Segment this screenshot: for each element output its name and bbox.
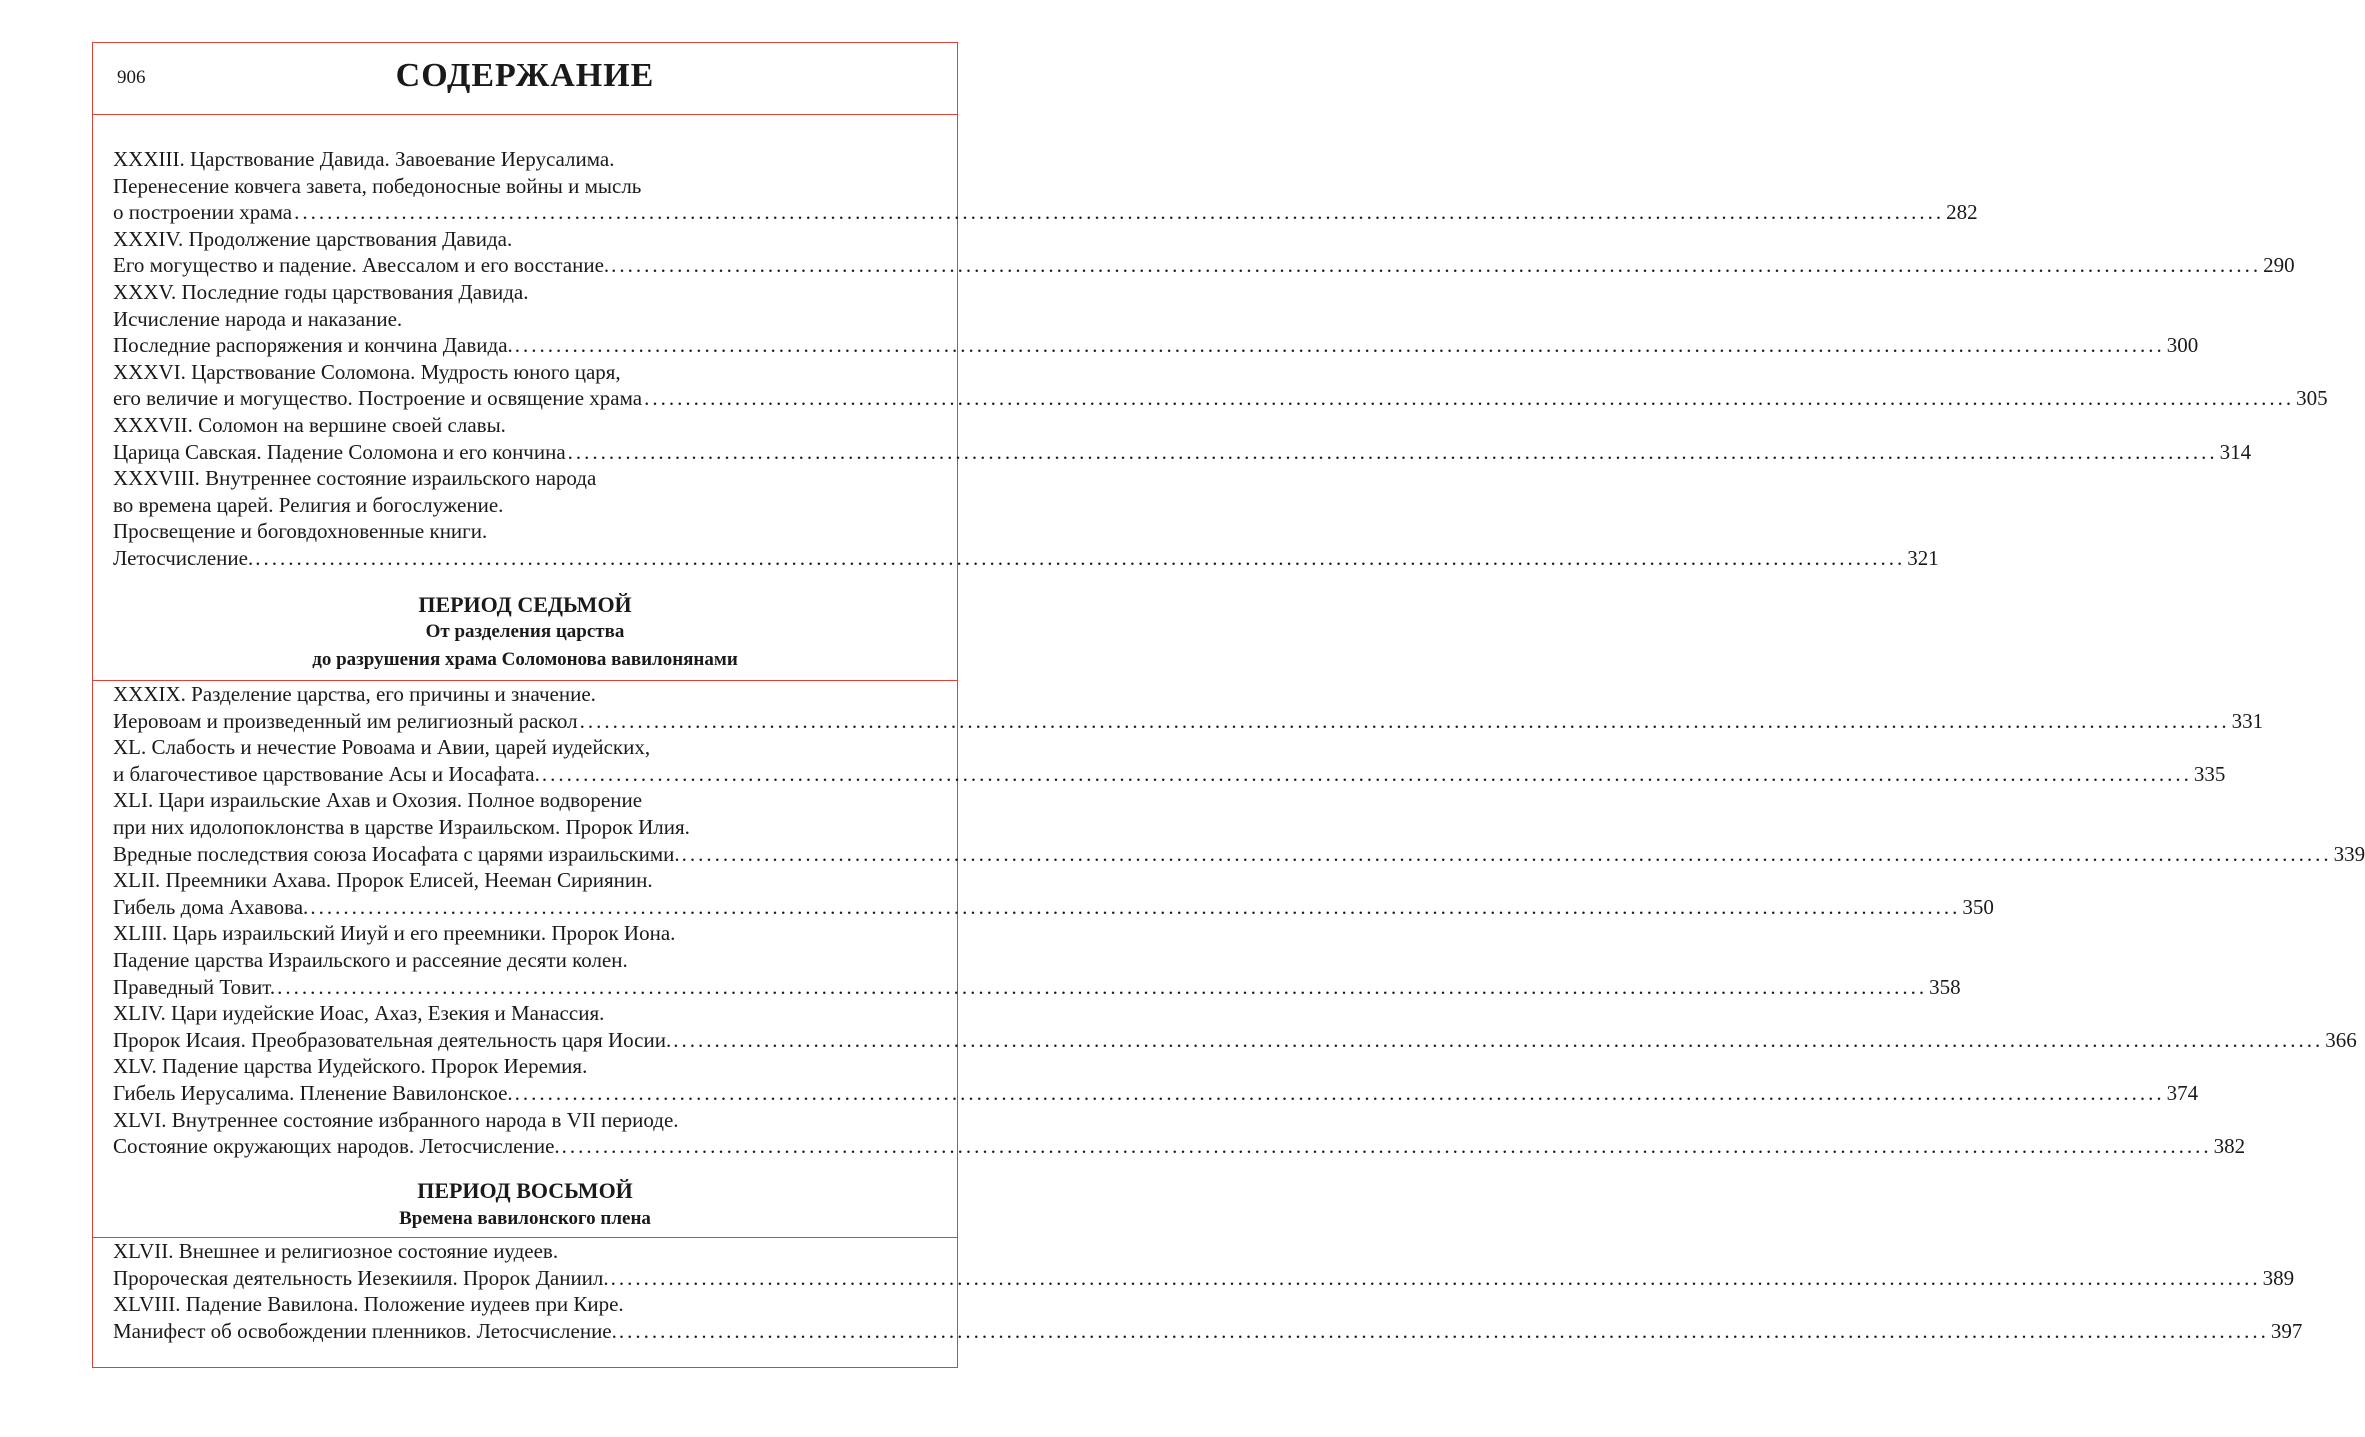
toc-page-number: 331 <box>2231 708 2264 733</box>
toc-line: XXXVI. Царствование Соломона. Мудрость юного царя, <box>113 359 621 384</box>
toc-line: XXXIV. Продолжение царствования Давида. <box>113 226 513 251</box>
toc-line: XXXVIII. Внутреннее состояние израильского народа <box>113 466 597 491</box>
dot-leader: ........................................................................................................................................................................................................ <box>618 1318 2269 1343</box>
toc-page-number: 339 <box>2333 841 2365 866</box>
dot-leader: ........................................................................................................................................................................................................ <box>644 386 2295 411</box>
toc-entry-last-line[interactable] <box>113 252 2295 279</box>
toc-entry-text: его величие и могущество. Построение и освящение храма <box>113 386 643 411</box>
dot-leader: ........................................................................................................................................................................................................ <box>611 253 2262 278</box>
toc-page-number: 314 <box>2219 439 2252 464</box>
toc-line: XLIII. Царь израильский Ииуй и его преемники. Пророк Иона. <box>113 921 676 946</box>
toc-line: XXXIX. Разделение царства, его причины и значение. <box>113 682 596 706</box>
toc-entry-text: Манифест об освобождении пленников. Летосчисление. <box>113 1318 617 1343</box>
page-title: СОДЕРЖАНИЕ <box>395 57 655 94</box>
toc-line: XLVII. Внешнее и религиозное состояние иудеев. <box>113 1239 559 1263</box>
header-divider <box>93 114 957 115</box>
toc-line: Падение царства Израильского и рассеяние десяти колен. <box>113 948 628 972</box>
dot-leader: ........................................................................................................................................................................................................ <box>673 1027 2324 1052</box>
toc-page-number: 300 <box>2166 333 2199 358</box>
toc-line: XLII. Преемники Ахава. Пророк Елисей, Нееман Сириянин. <box>113 868 653 893</box>
toc-line: XLV. Падение царства Иудейского. Пророк Иеремия. <box>113 1054 588 1079</box>
toc-entry-last-line[interactable] <box>113 332 2199 359</box>
toc-entry-last-line[interactable] <box>113 841 2365 868</box>
toc-line: Исчисление народа и наказание. <box>113 306 403 331</box>
toc-entry-last-line[interactable] <box>113 1027 2357 1054</box>
toc-entry-last-line[interactable] <box>113 1265 2295 1292</box>
toc-entry-text: Иеровоам и произведенный им религиозный раскол <box>113 708 578 733</box>
toc-entry-text: Гибель Иерусалима. Пленение Вавилонское. <box>113 1081 513 1105</box>
toc-line: XLI. Цари израильские Ахав и Охозия. Полное водворение <box>113 788 643 813</box>
toc-line: XXXVII. Соломон на вершине своей славы. <box>113 413 506 437</box>
toc-entry-last-line[interactable] <box>113 894 1994 921</box>
dot-leader: ........................................................................................................................................................................................................ <box>514 333 2165 358</box>
toc-page-number: 282 <box>1946 200 1978 225</box>
toc-page-number: 397 <box>2270 1318 2303 1343</box>
toc-line: XLVI. Внутреннее состояние избранного народа в VII периоде. <box>113 1107 679 1132</box>
dot-leader: ........................................................................................................................................................................................................ <box>310 894 1961 919</box>
toc-page-number: 290 <box>2263 253 2295 278</box>
toc-entry-last-line[interactable] <box>113 385 2328 412</box>
section-subtitle: От разделения царства <box>425 621 625 642</box>
toc-line: Просвещение и боговдохновенные книги. <box>113 519 488 544</box>
toc-entry-last-line[interactable] <box>113 1080 2199 1107</box>
dot-leader: ........................................................................................................................................................................................................ <box>277 974 1928 999</box>
toc-page-number: 366 <box>2325 1027 2357 1052</box>
toc-page-number: 389 <box>2262 1265 2295 1290</box>
toc-entry-last-line[interactable] <box>113 1318 2303 1345</box>
toc-entry-text: Пророческая деятельность Иезекииля. Пророк Даниил. <box>113 1265 609 1290</box>
toc-line: XL. Слабость и нечестие Ровоама и Авии, царей иудейских, <box>113 735 651 760</box>
toc-entry-last-line[interactable] <box>113 545 1939 572</box>
toc-entry-text: Вредные последствия союза Иосафата с царями израильскими. <box>113 841 680 866</box>
dot-leader: ........................................................................................................................................................................................................ <box>561 1134 2212 1159</box>
toc-page-number: 374 <box>2166 1081 2199 1105</box>
toc-entry-text: Царица Савская. Падение Соломона и его кончина <box>113 439 566 464</box>
section-subtitle: до разрушения храма Соломонова вавилонянами <box>312 649 738 670</box>
toc-entry-text: о построении храма <box>113 200 293 225</box>
dot-leader: ........................................................................................................................................................................................................ <box>514 1081 2165 1105</box>
toc-entry-last-line[interactable] <box>113 439 2252 466</box>
page-frame <box>92 42 2365 1368</box>
toc-page-number: 321 <box>1907 546 1939 570</box>
toc-entry-text: Его могущество и падение. Авессалом и его восстание. <box>113 253 610 278</box>
section-subtitle: Времена вавилонского плена <box>399 1208 651 1229</box>
toc-entry-text: Летосчисление. <box>113 546 254 570</box>
toc-entry-last-line[interactable] <box>113 1133 2246 1160</box>
toc-line: Перенесение ковчега завета, победоносные войны и мысль <box>113 173 642 198</box>
toc-page-number: 358 <box>1929 974 1961 999</box>
dot-leader: ........................................................................................................................................................................................................ <box>610 1265 2261 1290</box>
toc-entry-last-line[interactable] <box>113 708 2264 735</box>
section-title: ПЕРИОД СЕДЬМОЙ <box>418 592 632 617</box>
dot-leader: ........................................................................................................................................................................................................ <box>541 761 2192 786</box>
toc-line: XXXIII. Царствование Давида. Завоевание Иерусалима. <box>113 147 615 171</box>
toc-line: XLIV. Цари иудейские Иоас, Ахаз, Езекия и Манассия. <box>113 1001 605 1026</box>
section-title: ПЕРИОД ВОСЬМОЙ <box>417 1178 633 1203</box>
toc-entry-last-line[interactable] <box>113 974 1961 1001</box>
page-number: 906 <box>117 67 146 88</box>
toc-entry-text: Состояние окружающих народов. Летосчисление. <box>113 1134 560 1159</box>
toc-page-number: 305 <box>2296 386 2328 411</box>
toc-entry-last-line[interactable] <box>113 199 1978 226</box>
dot-leader: ........................................................................................................................................................................................................ <box>579 708 2230 733</box>
toc-line: при них идолопоклонства в царстве Израильском. Пророк Илия. <box>113 815 690 839</box>
toc-page-number: 335 <box>2193 761 2226 786</box>
toc-entry-text: Пророк Исаия. Преобразовательная деятельность царя Иосии. <box>113 1027 672 1052</box>
toc-entry-text: Последние распоряжения и кончина Давида. <box>113 333 513 358</box>
toc-entry-last-line[interactable] <box>113 761 2226 788</box>
toc-entry-text: Гибель дома Ахавова. <box>113 894 309 919</box>
toc-line: XLVIII. Падение Вавилона. Положение иудеев при Кире. <box>113 1292 624 1317</box>
toc-entry-text: и благочестивое царствование Асы и Иосафата. <box>113 761 540 786</box>
toc-entry-text: Праведный Товит. <box>113 974 276 999</box>
toc-line: XXXV. Последние годы царствования Давида. <box>113 280 529 304</box>
toc-page-number: 382 <box>2213 1134 2246 1159</box>
dot-leader: ........................................................................................................................................................................................................ <box>567 439 2218 464</box>
dot-leader: ........................................................................................................................................................................................................ <box>255 546 1906 570</box>
toc-line: во времена царей. Религия и богослужение. <box>113 492 504 517</box>
toc-page-number: 350 <box>1962 894 1994 919</box>
dot-leader: ........................................................................................................................................................................................................ <box>681 841 2332 866</box>
dot-leader: ........................................................................................................................................................................................................ <box>294 200 1945 225</box>
